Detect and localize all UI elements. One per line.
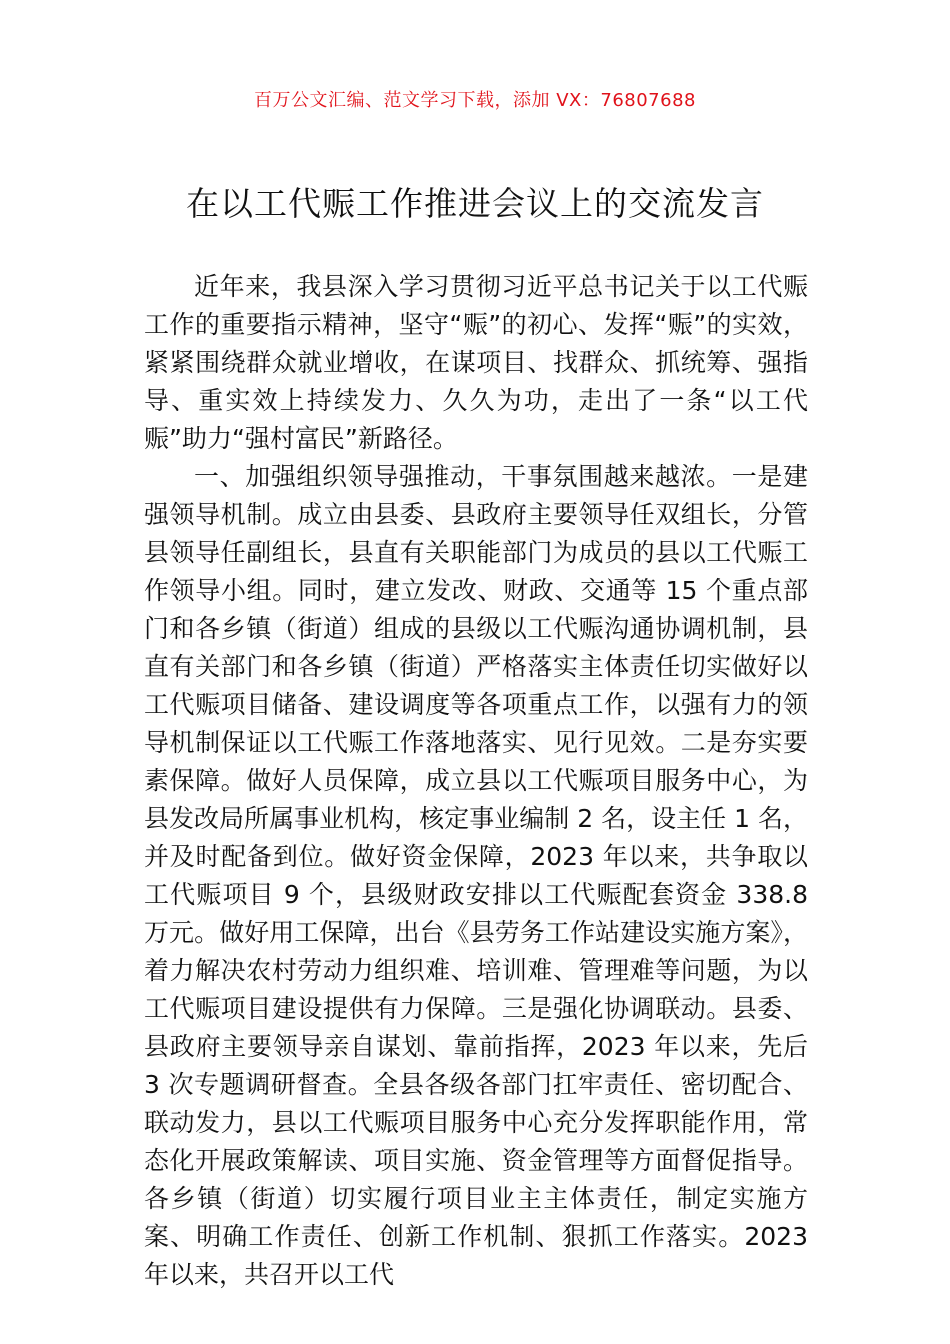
paragraph-section-one: 一、加强组织领导强推动，干事氛围越来越浓。一是建强领导机制。成立由县委、县政府主要领导任双组长，分管县领导任副组长，县直有关职能部门为成员的县以工代赈工作领导小组。同时，建立发改、财政、交通等 15 个重点部门和各乡镇（街道）组成的县级以工代赈沟通协调机制，县直有关部门和各乡镇（街道）严格落实主体责任切实做好以工代赈项目储备、建设调度等各项重点工作，以强有力的领导机制保证以工代赈工作落地落实、见行见效。二是夯实要素保障。做好人员保障，成立县以工代赈项目服务中心，为县发改局所属事业机构，核定事业编制 2 名，设主任 1 名，并及时配备到位。做好资金保障，2023 年以来，共争取以工代赈项目 9 个，县级财政安排以工代赈配套资金 338.8 万元。做好用工保障，出台《县劳务工作站建设实施方案》，着力解决农村劳动力组织难、培训难、管理难等问题，为以工代赈项目建设提供有力保障。三是强化协调联动。县委、县政府主要领导亲自谋划、靠前指挥，2023 年以来，先后 3 次专题调研督查。全县各级各部门扛牢责任、密切配合、联动发力，县以工代赈项目服务中心充分发挥职能作用，常态化开展政策解读、项目实施、资金管理等方面督促指导。各乡镇（街道）切实履行项目业主主体责任，制定实施方案、明确工作责任、创新工作机制、狠抓工作落实。2023 年以来，共召开以工代 [144, 462, 808, 1289]
page-title: 在以工代赈工作推进会议上的交流发言 [186, 184, 764, 223]
header-note: 百万公文汇编、范文学习下载，添加 VX：76807688 [254, 90, 696, 111]
document-body [144, 268, 808, 1294]
paragraph-intro: 近年来，我县深入学习贯彻习近平总书记关于以工代赈工作的重要指示精神，坚守“赈”的初心、发挥“赈”的实效，紧紧围绕群众就业增收，在谋项目、找群众、抓统筹、强指导、重实效上持续发力、久久为功，走出了一条“以工代赈”助力“强村富民”新路径。 [144, 272, 808, 453]
